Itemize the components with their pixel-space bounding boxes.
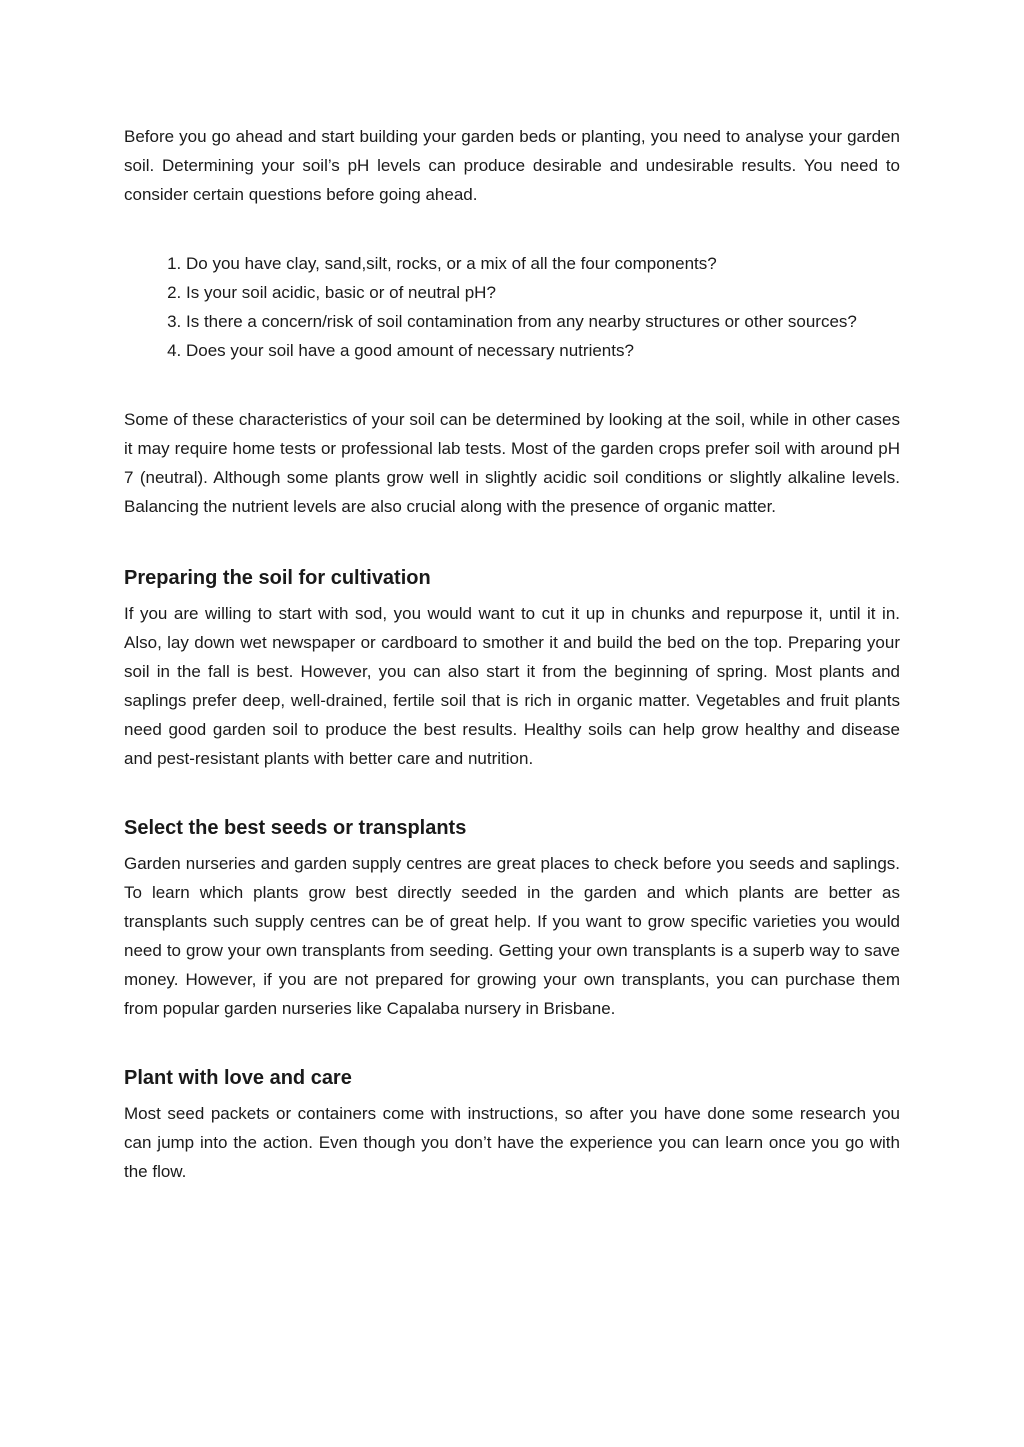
intro-paragraph: Before you go ahead and start building your garden beds or planting, you need to analyse your garden soil. Determining your soil’s pH levels can produce desirable and undesirable results. You need to consider certain questions before going ahead. xyxy=(124,127,900,204)
section-heading: Plant with love and care xyxy=(124,1067,352,1089)
section-body: Most seed packets or containers come with instructions, so after you have done some research you can jump into the action. Even though you don’t have the experience you can learn once you go with the flow. xyxy=(124,1104,900,1181)
characteristics-paragraph: Some of these characteristics of your soil can be determined by looking at the soil, while in other cases it may require home tests or professional lab tests. Most of the garden crops prefer soil with around pH 7 (neutral). Although some plants grow well in slightly acidic soil conditions or slightly alkaline levels. Balancing the nutrient levels are also crucial along with the presence of organic matter. xyxy=(124,410,900,516)
section-plant-care xyxy=(124,1063,900,1186)
section-heading: Preparing the soil for cultivation xyxy=(124,567,431,589)
section-body: Garden nurseries and garden supply centres are great places to check before you seeds and saplings. To learn which plants grow best directly seeded in the garden and which plants are better as transplants such supply centres can be of great help. If you want to grow specific varieties you would need to grow your own transplants from seeding. Getting your own transplants is a superb way to save money. However, if you are not prepared for growing your own transplants, you can purchase them from popular garden nurseries like Capalaba nursery in Brisbane. xyxy=(124,854,900,1018)
section-body: If you are willing to start with sod, you would want to cut it up in chunks and repurpose it, until it in. Also, lay down wet newspaper or cardboard to smother it and build the bed on the top. Preparing your soil in the fall is best. However, you can also start it from the beginning of spring. Most plants and saplings prefer deep, well-drained, fertile soil that is rich in organic matter. Vegetables and fruit plants need good garden soil to produce the best results. Healthy soils can help grow healthy and disease and pest-resistant plants with better care and nutrition. xyxy=(124,604,900,768)
soil-questions-list xyxy=(124,249,900,365)
list-item: 4. Does your soil have a good amount of necessary nutrients? xyxy=(186,336,900,365)
list-item: 3. Is there a concern/risk of soil contamination from any nearby structures or other sources? xyxy=(186,307,900,336)
section-select-seeds xyxy=(124,813,900,1023)
list-item: 2. Is your soil acidic, basic or of neutral pH? xyxy=(186,278,900,307)
document-page xyxy=(124,122,900,1186)
section-heading: Select the best seeds or transplants xyxy=(124,817,467,839)
list-item: 1. Do you have clay, sand,silt, rocks, or a mix of all the four components? xyxy=(186,249,900,278)
section-preparing-soil xyxy=(124,563,900,773)
